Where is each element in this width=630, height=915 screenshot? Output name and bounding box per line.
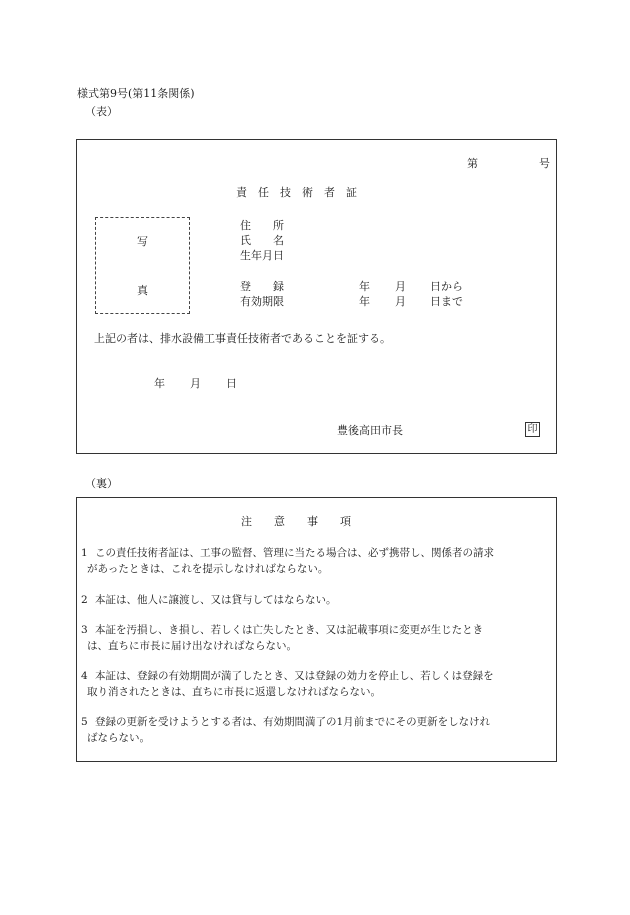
from-year: 年: [359, 280, 370, 293]
notice-text-continued: ばならない。: [87, 732, 150, 744]
issue-year: 年: [154, 377, 165, 390]
number-prefix: 第: [467, 157, 478, 170]
notice-item: [81, 668, 553, 700]
photo-box: [95, 217, 190, 314]
validity-label: 有効期限: [240, 295, 284, 308]
from-month: 月: [395, 280, 406, 293]
notice-text: この責任技術者証は、工事の監督、管理に当たる場合は、必ず携帯し、関係者の請求: [95, 547, 494, 559]
to-year: 年: [359, 295, 370, 308]
name-label: 氏 名: [240, 234, 284, 247]
notice-text: 本証を汚損し、き損し、若しくは亡失したとき、又は記載事項に変更が生じたとき: [95, 624, 484, 636]
from-day: 日から: [430, 280, 463, 293]
seal-mark: 印: [525, 422, 540, 437]
front-label: （表）: [85, 105, 118, 118]
address-label: 住 所: [240, 219, 284, 232]
notice-item: [81, 714, 553, 746]
notice-text-continued: 取り消されたときは、直ちに市長に返還しなければならない。: [87, 686, 381, 698]
notice-text: 本証は、他人に譲渡し、又は貸与してはならない。: [95, 594, 337, 606]
issue-day: 日: [226, 377, 237, 390]
to-day: 日まで: [430, 295, 463, 308]
notice-number: 2: [81, 594, 88, 606]
back-label: （裏）: [85, 477, 118, 490]
to-month: 月: [395, 295, 406, 308]
certification-text: 上記の者は、排水設備工事責任技術者であることを証する。: [94, 332, 391, 345]
notice-text: 本証は、登録の有効期間が満了したとき、又は登録の効力を停止し、若しくは登録を: [95, 670, 494, 682]
form-number: 様式第9号(第11条関係): [77, 87, 195, 100]
notice-item: [81, 545, 553, 577]
notice-text-continued: があったときは、これを提示しなければならない。: [87, 563, 329, 575]
notice-number: 1: [81, 547, 88, 559]
notice-text: 登録の更新を受けようとする者は、有効期間満了の1月前までにその更新をしなけれ: [95, 716, 491, 728]
notice-item: [81, 622, 553, 654]
issuer: 豊後高田市長: [337, 424, 403, 437]
card-title: 責 任 技 術 者 証: [236, 186, 357, 199]
photo-char-1: 写: [137, 235, 148, 248]
notice-text-continued: は、直ちに市長に届け出なければならない。: [87, 640, 297, 652]
issue-month: 月: [190, 377, 201, 390]
birthdate-label: 生年月日: [240, 249, 284, 262]
photo-char-2: 真: [137, 284, 148, 297]
number-suffix: 号: [539, 157, 550, 170]
registration-label: 登 録: [240, 280, 284, 293]
notice-number: 3: [81, 624, 88, 636]
notice-number: 5: [81, 716, 88, 728]
notice-number: 4: [81, 670, 88, 682]
notice-item: [81, 592, 553, 608]
notice-heading: 注 意 事 項: [241, 515, 351, 528]
